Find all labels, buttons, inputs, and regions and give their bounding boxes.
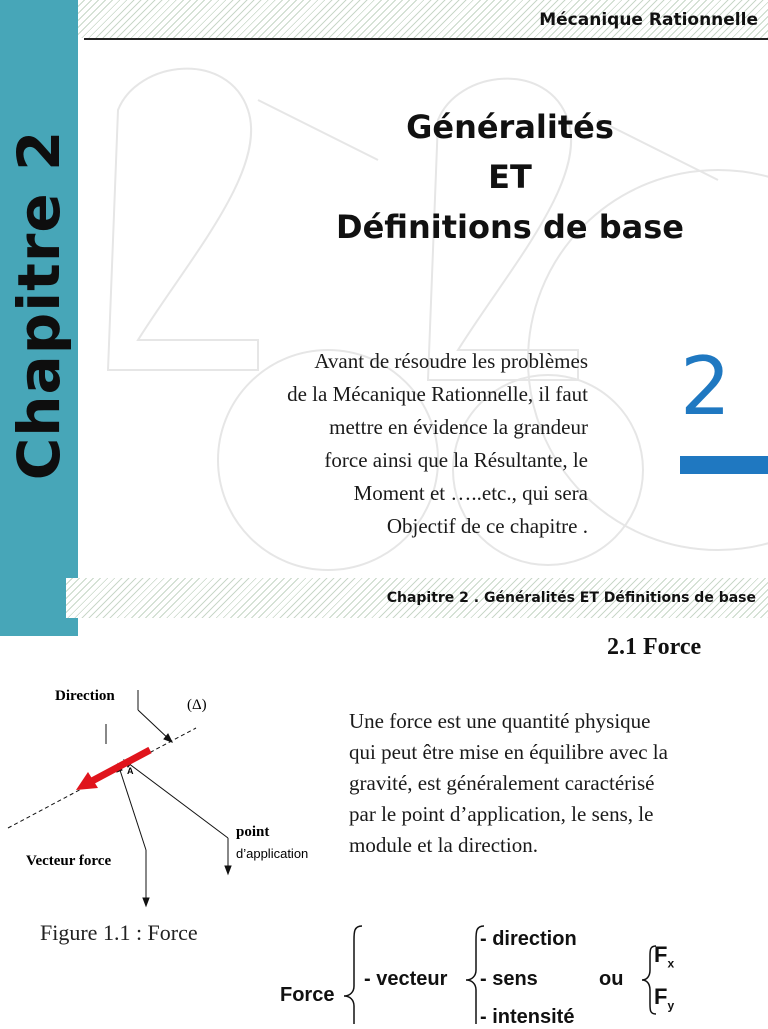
point-pointer-line bbox=[124, 760, 228, 838]
formula-intensite: - intensité bbox=[480, 1006, 575, 1028]
definition-line: Une force est une quantité physique bbox=[349, 709, 651, 733]
force-definition bbox=[349, 706, 759, 861]
definition-line: par le point d’application, le sens, le bbox=[349, 802, 654, 826]
chapter-title-line: ET bbox=[488, 158, 532, 196]
chapter-vertical-text: Chapitre 2 bbox=[5, 129, 73, 481]
point-label: point bbox=[236, 824, 270, 840]
definition-line: gravité, est généralement caractérisé bbox=[349, 771, 655, 795]
chapter-title-line: Généralités bbox=[406, 108, 614, 146]
outer-brace bbox=[344, 926, 362, 1024]
point-a-label: A bbox=[127, 766, 134, 776]
header-divider bbox=[84, 38, 768, 40]
accent-bar bbox=[680, 456, 768, 474]
delta-label: (Δ) bbox=[187, 697, 207, 713]
application-label: d’application bbox=[236, 846, 309, 861]
intro-line: mettre en évidence la grandeur bbox=[329, 415, 588, 439]
force-vector bbox=[92, 750, 150, 781]
force-formula bbox=[270, 920, 768, 1028]
definition-line: qui peut être mise en équilibre avec la bbox=[349, 740, 668, 764]
intro-line: Objectif de ce chapitre . bbox=[386, 514, 588, 538]
intro-line: de la Mécanique Rationnelle, il faut bbox=[287, 382, 588, 406]
fy-symbol: F bbox=[654, 984, 668, 1009]
force-diagram bbox=[0, 660, 340, 920]
section-heading: 2.1 Force bbox=[607, 634, 702, 660]
direction-label: Direction bbox=[55, 688, 115, 704]
formula-vecteur: - vecteur bbox=[364, 968, 448, 990]
header-title: Mécanique Rationnelle bbox=[539, 10, 758, 30]
intro-line: Avant de résoudre les problèmes bbox=[314, 349, 588, 373]
fx-subscript: x bbox=[667, 956, 675, 971]
formula-ou: ou bbox=[599, 968, 624, 990]
formula-fx bbox=[654, 942, 674, 970]
formula-sens: - sens bbox=[480, 968, 538, 990]
section-header-title: Chapitre 2 . Généralités ET Définitions de base bbox=[386, 590, 756, 606]
point-label-arrowhead bbox=[225, 866, 231, 874]
figure-caption: Figure 1.1 : Force bbox=[40, 920, 198, 945]
intro-line: Moment et …..etc., qui sera bbox=[353, 481, 588, 505]
chapter-title bbox=[300, 102, 720, 252]
formula-force: Force bbox=[280, 984, 335, 1006]
chapter-intro bbox=[212, 345, 588, 543]
vector-label-arrowhead bbox=[143, 898, 149, 906]
definition-line: module et la direction. bbox=[349, 833, 538, 857]
vector-pointer-line bbox=[118, 764, 146, 850]
chapter-vertical-label bbox=[0, 0, 78, 636]
fx-symbol: F bbox=[654, 942, 668, 967]
formula-fy bbox=[654, 984, 674, 1012]
intro-line: force ainsi que la Résultante, le bbox=[324, 448, 588, 472]
chapter-number: 2 bbox=[680, 340, 731, 433]
vecteur-force-label: Vecteur force bbox=[26, 853, 112, 869]
section-header-bar bbox=[66, 578, 768, 618]
fy-subscript: y bbox=[667, 998, 675, 1013]
formula-direction: - direction bbox=[480, 928, 577, 950]
header-bar bbox=[78, 0, 768, 38]
chapter-title-line: Définitions de base bbox=[336, 208, 684, 246]
